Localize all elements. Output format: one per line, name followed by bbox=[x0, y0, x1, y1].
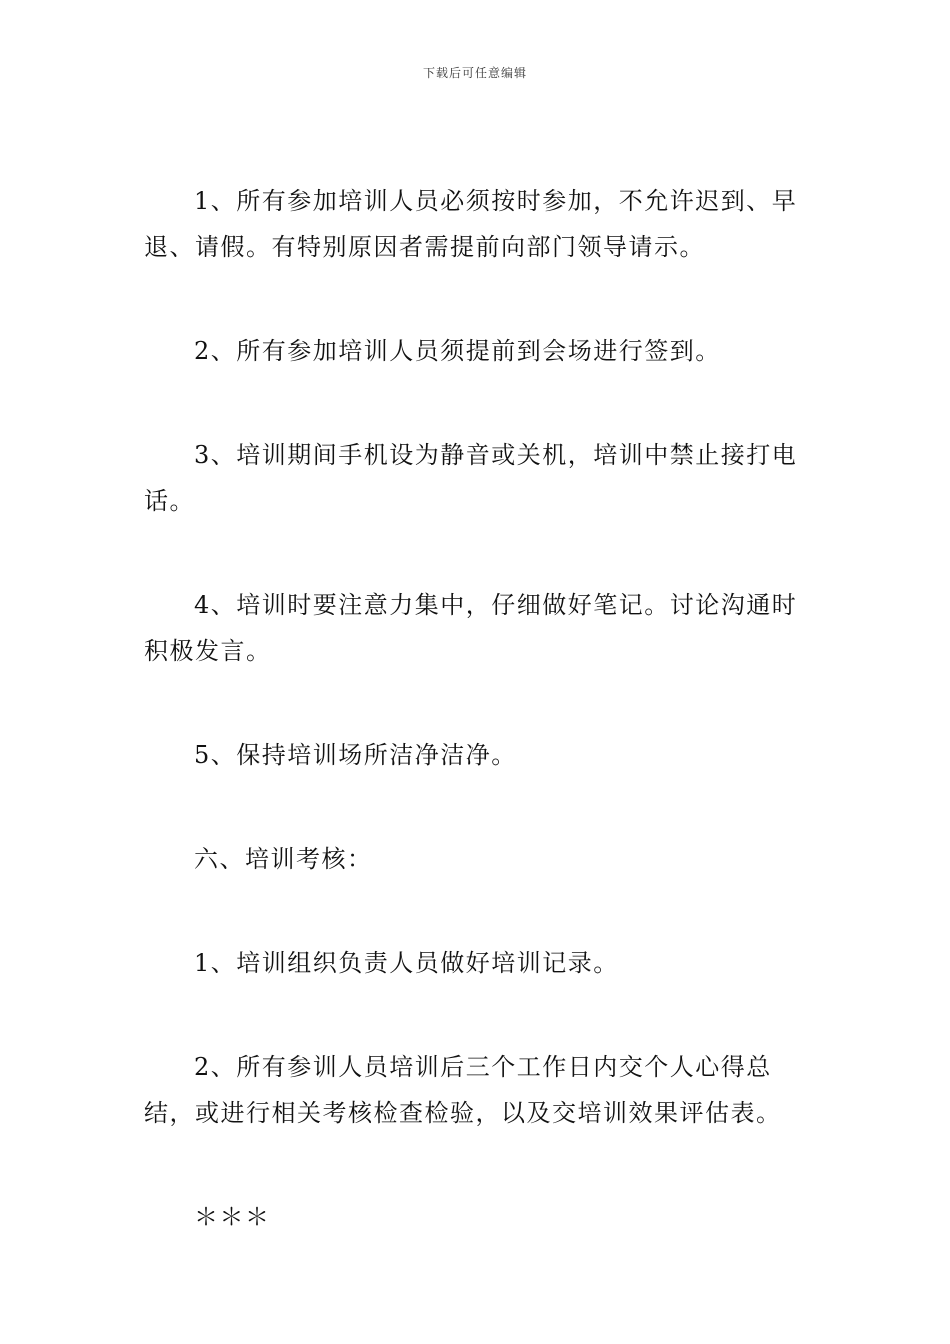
paragraph-assessment-1: 1、培训组织负责人员做好培训记录。 bbox=[194, 949, 619, 977]
section-heading-assessment: 六、培训考核： bbox=[194, 845, 373, 873]
page-header-note: 下载后可任意编辑 bbox=[422, 66, 527, 80]
paragraph-rule-3: 3、培训期间手机设为静音或关机，培训中禁止接打电话。 bbox=[144, 441, 798, 515]
paragraph-assessment-2: 2、所有参训人员培训后三个工作日内交个人心得总结，或进行相关考核检查检验，以及交培训效果评估表。 bbox=[144, 1053, 782, 1127]
document-body bbox=[144, 178, 814, 1298]
paragraph-rule-4: 4、培训时要注意力集中，仔细做好笔记。讨论沟通时积极发言。 bbox=[144, 591, 798, 665]
paragraph-rule-1: 1、所有参加培训人员必须按时参加，不允许迟到、早退、请假。有特别原因者需提前向部门领导请示。 bbox=[144, 187, 798, 261]
paragraph-rule-5: 5、保持培训场所洁净洁净。 bbox=[194, 741, 517, 769]
separator-asterisks: ＊＊＊ bbox=[194, 1203, 271, 1231]
paragraph-rule-2: 2、所有参加培训人员须提前到会场进行签到。 bbox=[194, 337, 721, 365]
